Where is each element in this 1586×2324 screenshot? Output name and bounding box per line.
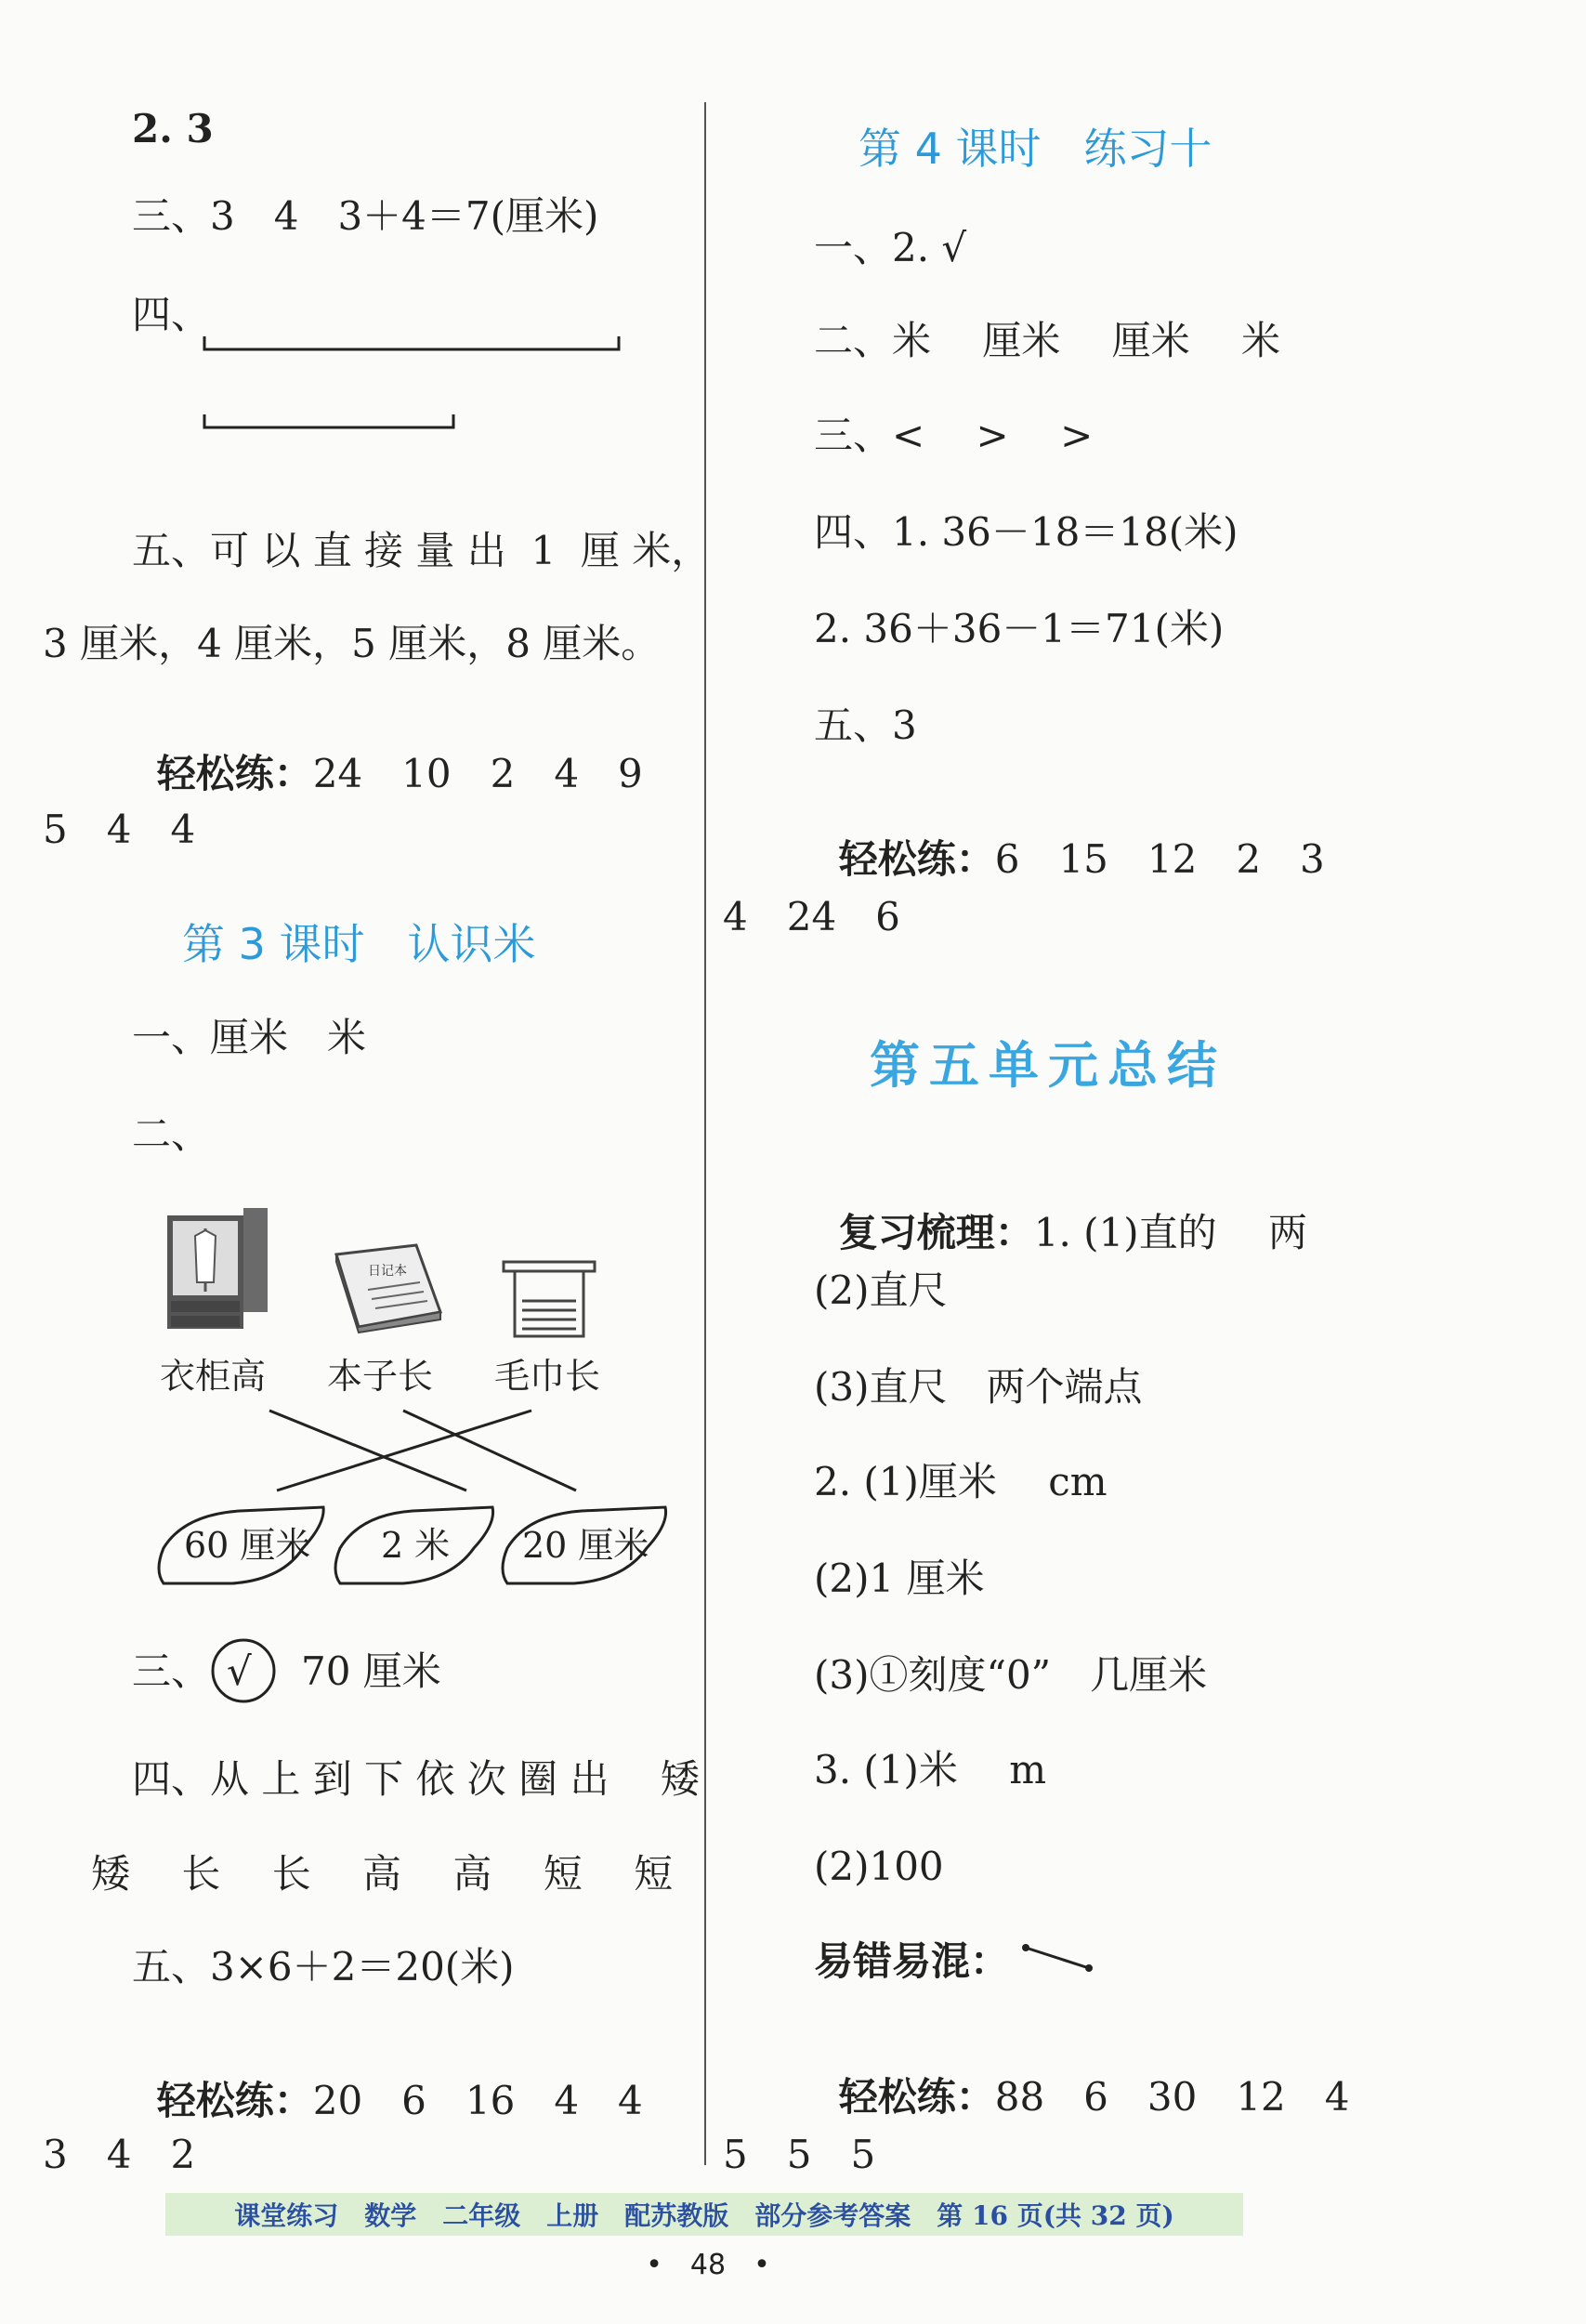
practice-values: 20 6 16 4 4 xyxy=(312,2078,643,2123)
practice-label: 轻松练： xyxy=(156,751,313,796)
section-heading: 第 4 课时 练习十 xyxy=(859,124,1212,174)
answer-line: (3)①刻度“0” 几厘米 xyxy=(814,1652,1208,1698)
answer-line: 3. (1)米 m xyxy=(814,1747,1047,1792)
answer-line: 2. (1)厘米 cm xyxy=(814,1459,1108,1504)
ray-figure xyxy=(0,0,1,1)
practice-values: 88 6 30 12 4 xyxy=(994,2074,1350,2120)
answer-line: (2)1 厘米 xyxy=(814,1556,985,1601)
practice-values: 6 15 12 2 3 xyxy=(994,836,1325,882)
answer-line: 二、米 厘米 厘米 米 xyxy=(814,318,1281,363)
answer-line: 一、厘米 米 xyxy=(132,1015,367,1060)
answer-choice: 60 厘米 xyxy=(184,1525,311,1566)
item-label: 衣柜高 xyxy=(160,1356,267,1397)
review-label: 复习梳理： xyxy=(838,1210,1034,1255)
answer-line: 四、从 上 到 下 依 次 圈 出 矮 xyxy=(132,1756,700,1802)
answer-line: 3 厘米，4 厘米，5 厘米，8 厘米。 xyxy=(43,621,661,666)
answer-choice: 2 米 xyxy=(381,1525,451,1566)
answer-line: 70 厘米 xyxy=(301,1648,441,1694)
practice-label: 轻松练： xyxy=(838,2074,995,2120)
error-prone-label: 易错易混： xyxy=(814,1938,1010,1984)
answer-line: 5 5 5 xyxy=(723,2132,876,2177)
answer-line: 四、 xyxy=(132,292,211,337)
column-divider xyxy=(704,102,706,2165)
item-label: 毛巾长 xyxy=(494,1356,601,1397)
answer-line: (3)直尺 两个端点 xyxy=(814,1364,1143,1410)
practice-label: 轻松练： xyxy=(838,836,995,882)
practice-label: 轻松练： xyxy=(156,2078,313,2123)
answer-choice: 20 厘米 xyxy=(522,1525,649,1566)
answer-line: 五、可 以 直 接 量 出 1 厘 米， xyxy=(132,528,711,573)
notebook-icon xyxy=(331,1245,442,1333)
answer-line: 三、3 4 3＋4＝7(厘米) xyxy=(132,193,599,239)
notebook-label: 日记本 xyxy=(368,1264,407,1279)
answer-line: 五、3×6＋2＝20(米) xyxy=(132,1944,515,1989)
check-mark: √ xyxy=(227,1648,252,1694)
review-values: 1. (1)直的 两 xyxy=(1033,1210,1307,1255)
answer-line: 矮 长 长 高 高 短 短 xyxy=(91,1851,674,1897)
item-label: 本子长 xyxy=(327,1356,434,1397)
towel-icon xyxy=(504,1258,596,1342)
unit-summary-heading: 第五单元总结 xyxy=(870,1035,1226,1095)
answer-line: 四、1. 36－18＝18(米) xyxy=(814,509,1239,555)
answer-line: 2. 36＋36－1＝71(米) xyxy=(814,606,1225,651)
answer-line: 五、3 xyxy=(814,702,917,748)
answer-line: 一、2. √ xyxy=(814,225,967,270)
page-number: • 48 • xyxy=(646,2249,770,2281)
answer-line: 二、 xyxy=(132,1111,211,1157)
section-heading: 第 3 课时 认识米 xyxy=(182,919,536,969)
answer-line: (2)直尺 xyxy=(814,1267,948,1313)
wardrobe-icon xyxy=(167,1208,269,1331)
answer-line: 三、< > > xyxy=(814,413,1094,458)
answer-line: 3 4 2 xyxy=(43,2132,196,2177)
answer-line: 4 24 6 xyxy=(723,894,900,939)
answer-line: 2. 3 xyxy=(132,106,214,151)
footer-bar: 课堂练习 数学 二年级 上册 配苏教版 部分参考答案 第 16 页(共 32 页) xyxy=(165,2193,1243,2236)
practice-values: 24 10 2 4 9 xyxy=(312,751,643,796)
answer-line: 三、 xyxy=(132,1648,211,1694)
answer-line: 5 4 4 xyxy=(43,807,196,852)
answer-line: (2)100 xyxy=(814,1844,944,1889)
